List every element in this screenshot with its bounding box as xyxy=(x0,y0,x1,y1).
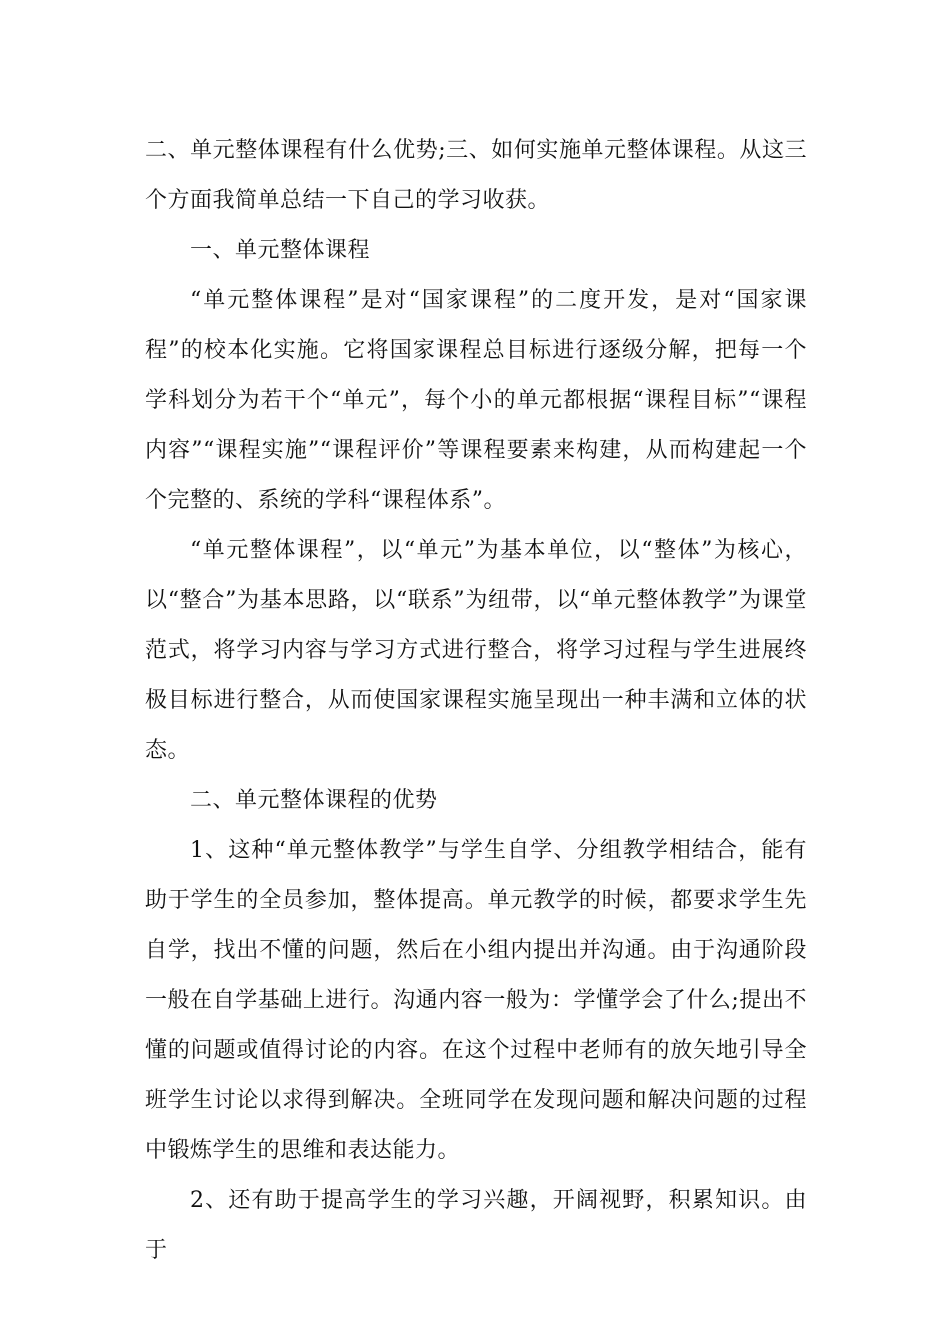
paragraph-advantage-1: 1、这种“单元整体教学”与学生自学、分组教学相结合，能有助于学生的全员参加，整体提高。单元教学的时候，都要求学生先自学，找出不懂的问题，然后在小组内提出并沟通。由于沟通阶段一般在自学基础上进行。沟通内容一般为：学懂学会了什么;提出不懂的问题或值得讨论的内容。在这个过程中老师有的放矢地引导全班学生讨论以求得到解决。全班同学在发现问题和解决问题的过程中锻炼学生的思维和表达能力。 xyxy=(145,838,807,1163)
section-heading-1: 一、单元整体课程 xyxy=(190,238,371,263)
paragraph-core-idea: “单元整体课程”，以“单元”为基本单位，以“整体”为核心，以“整合”为基本思路，以“联系”为纽带，以“单元整体教学”为课堂范式，将学习内容与学习方式进行整合，将学习过程与学生进展终极目标进行整合，从而使国家课程实施呈现出一种丰满和立体的状态。 xyxy=(145,538,808,763)
paragraph-advantage-2: 2、还有助于提高学生的学习兴趣，开阔视野，积累知识。由于 xyxy=(145,1188,807,1263)
paragraph-definition: “单元整体课程”是对“国家课程”的二度开发，是对“国家课程”的校本化实施。它将国家课程总目标进行逐级分解，把每一个学科划分为若干个“单元”，每个小的单元都根据“课程目标”“课程内容”“课程实施”“课程评价”等课程要素来构建，从而构建起一个个完整的、系统的学科“课程体系”。 xyxy=(145,288,807,513)
paragraph-continuation: 二、单元整体课程有什么优势;三、如何实施单元整体课程。从这三个方面我简单总结一下自己的学习收获。 xyxy=(145,138,807,213)
section-heading-2: 二、单元整体课程的优势 xyxy=(190,788,438,813)
document-body xyxy=(145,126,807,1276)
